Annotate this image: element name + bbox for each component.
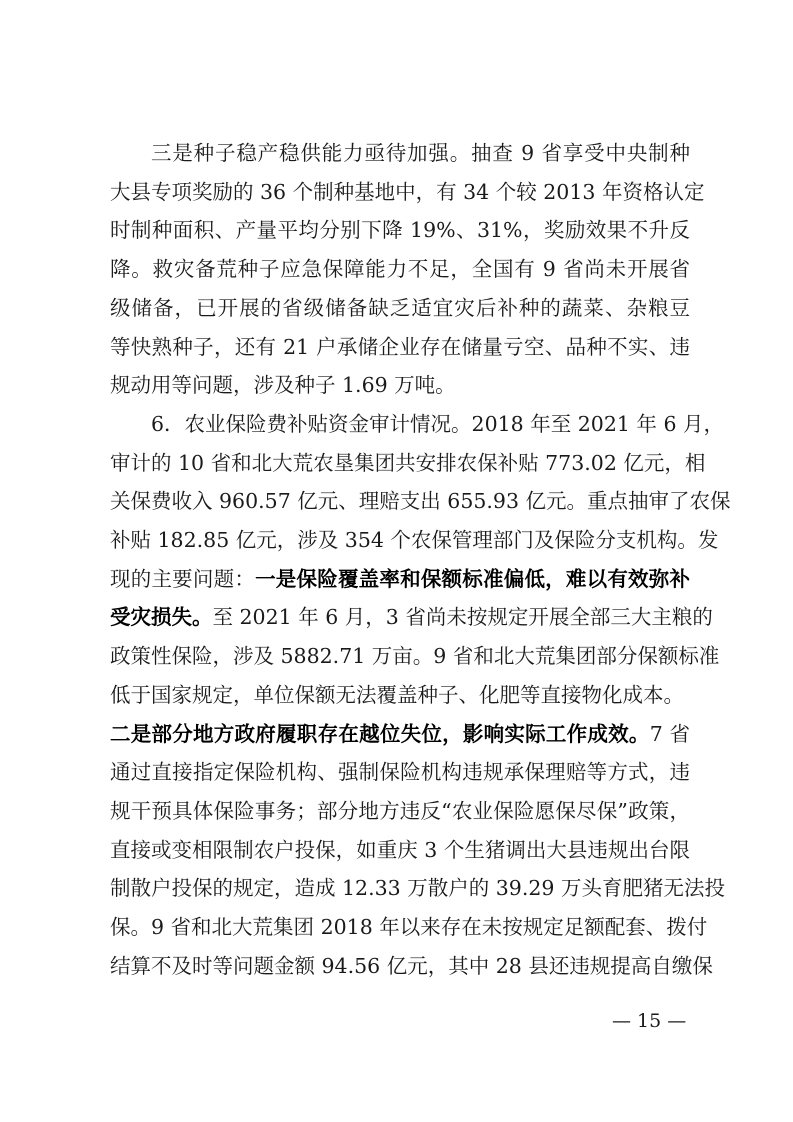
text-line xyxy=(110,560,690,599)
text-line: 级储备，已开展的省级储备缺乏适宜灾后补种的蔬菜、杂粮豆 xyxy=(110,295,690,320)
text-line: 结算不及时等问题金额 94.56 亿元，其中 28 县还违规提高自缴保 xyxy=(110,953,713,978)
text-line: 关保费收入 960.57 亿元、理赔支出 655.93 亿元。重点抽审了农保 xyxy=(110,489,731,514)
text-line xyxy=(110,598,713,637)
bold-heading: 受灾损失。 xyxy=(110,605,213,630)
text-line: 直接或变相限制农户投保，如重庆 3 个生猪调出大县违规出台限 xyxy=(110,837,690,862)
text-line: 通过直接指定保险机构、强制保险机构违规承保理赔等方式，违 xyxy=(110,760,690,785)
paragraph-insurance-audit xyxy=(110,405,731,986)
text-line: 低于国家规定，单位保额无法覆盖种子、化肥等直接物化成本。 xyxy=(110,682,684,707)
text-line: 时制种面积、产量平均分别下降 19%、31%，奖励效果不升反 xyxy=(110,218,690,243)
text-segment: 至 2021 年 6 月，3 省尚未按规定开展全部三大主粮的 xyxy=(212,605,713,630)
bold-heading: 二是部分地方政府履职存在越位失位，影响实际工作成效。 xyxy=(110,721,650,746)
bold-heading: 一是保险覆盖率和保额标准偏低，难以有效弥补 xyxy=(255,566,691,591)
text-line xyxy=(110,715,690,754)
text-line: 等快熟种子，还有 21 户承储企业存在储量亏空、品种不实、违 xyxy=(110,334,690,359)
text-segment: 现的主要问题： xyxy=(110,566,256,591)
text-line: 规干预具体保险事务；部分地方违反“农业保险愿保尽保”政策， xyxy=(110,798,690,823)
document-body xyxy=(110,134,731,985)
paragraph-seed-supply xyxy=(110,134,705,405)
text-line: 制散户投保的规定，造成 12.33 万散户的 39.29 万头育肥猪无法投 xyxy=(110,876,725,901)
text-line: 三是种子稳产稳供能力亟待加强。抽查 9 省享受中央制种 xyxy=(151,141,690,165)
text-line: 规动用等问题，涉及种子 1.69 万吨。 xyxy=(110,373,456,398)
text-line: 降。救灾备荒种子应急保障能力不足，全国有 9 省尚未开展省 xyxy=(110,257,690,282)
text-line: 补贴 182.85 亿元，涉及 354 个农保管理部门及保险分支机构。发 xyxy=(110,528,719,553)
page-number: — 15 — xyxy=(612,1010,687,1032)
text-line: 6．农业保险费补贴资金审计情况。2018 年至 2021 年 6 月， xyxy=(151,411,725,436)
text-line: 保。9 省和北大荒集团 2018 年以来存在未按规定足额配套、拨付 xyxy=(110,915,708,940)
text-line: 大县专项奖励的 36 个制种基地中，有 34 个较 2013 年资格认定 xyxy=(110,179,705,204)
text-line: 政策性保险，涉及 5882.71 万亩。9 省和北大荒集团部分保额标准 xyxy=(110,644,720,669)
text-segment: 7 省 xyxy=(649,721,691,746)
text-line: 审计的 10 省和北大荒农垦集团共安排农保补贴 773.02 亿元，相 xyxy=(110,450,706,475)
